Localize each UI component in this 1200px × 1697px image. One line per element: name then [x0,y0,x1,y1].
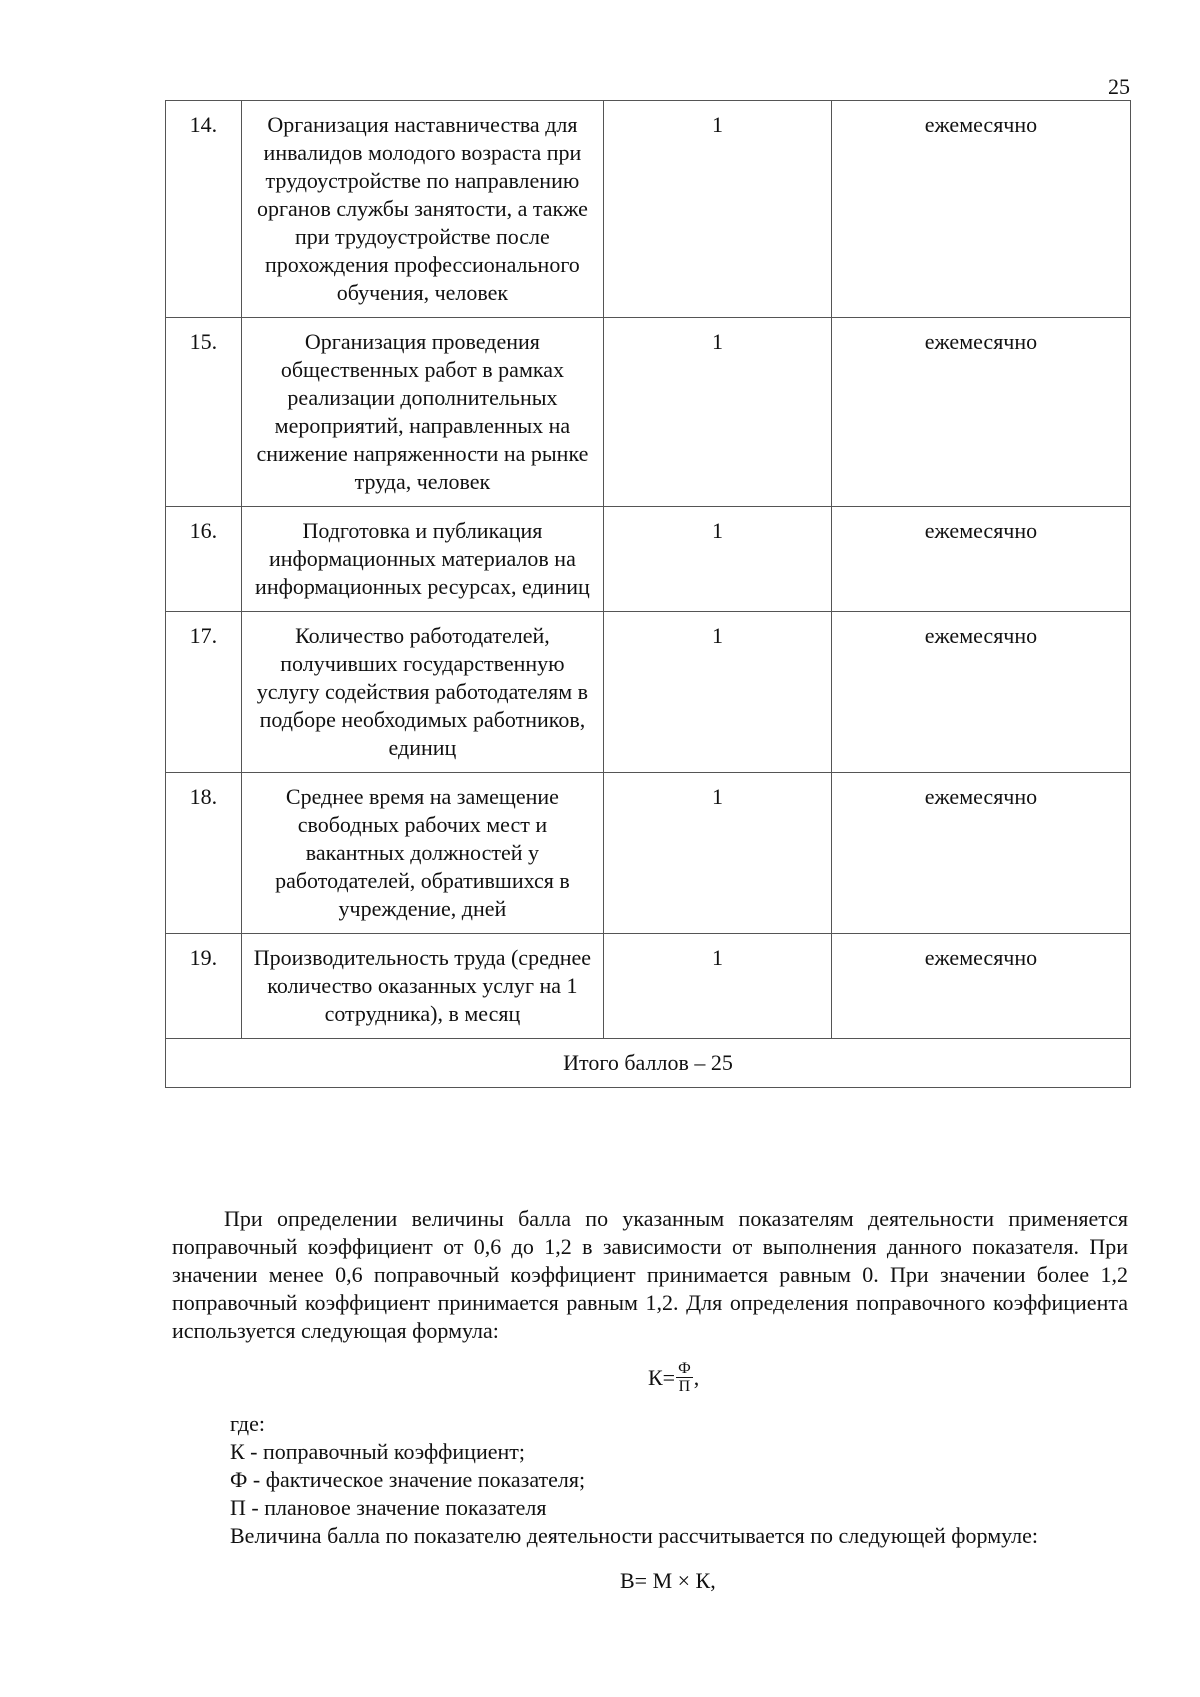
row-number: 14. [166,101,242,318]
row-number: 15. [166,318,242,507]
table-row [166,934,1131,1039]
formula-legend [230,1410,1038,1550]
points-cell: 1 [604,507,832,612]
period-cell: ежемесячно [831,773,1130,934]
legend-line: Величина балла по показателю деятельности рассчитывается по следующей формуле: [230,1523,1039,1548]
score-formula: В= М × К, [620,1568,716,1593]
indicator-name: Среднее время на замещение свободных рабочих мест и вакантных должностей у работодателей, обратившихся в учреждение, дней [241,773,603,934]
legend-line: К - поправочный коэффициент; [230,1439,525,1464]
indicator-name: Подготовка и публикация информационных материалов на информационных ресурсах, единиц [241,507,603,612]
table-row [166,101,1131,318]
formula-lhs: К= [648,1364,676,1390]
explanation-paragraph: При определении величины балла по указанным показателям деятельности применяется поправочный коэффициент от 0,6 до 1,2 в зависимости от выполнения данного показателя. При значении менее 0,6 поправочный коэффициент принимается равным 0. При значении более 1,2 поправочный коэффициент принимается равным 1,2. Для определения поправочного коэффициента используется следующая формула: [172,1206,1128,1343]
table-row [166,507,1131,612]
indicator-name: Организация проведения общественных работ в рамках реализации дополнительных мероприятий, направленных на снижение напряженности на рынке труда, человек [241,318,603,507]
total-row [166,1039,1131,1088]
table-row [166,612,1131,773]
formula-fraction [676,1360,693,1395]
indicator-name: Производительность труда (среднее количество оказанных услуг на 1 сотрудника), в месяц [241,934,603,1039]
formula-denominator: П [678,1378,691,1395]
legend-line: где: [230,1411,265,1436]
legend-line: Ф - фактическое значение показателя; [230,1467,586,1492]
table-body [166,101,1131,1039]
points-cell: 1 [604,612,832,773]
indicator-name: Количество работодателей, получивших государственную услугу содействия работодателям в подборе необходимых работников, единиц [241,612,603,773]
row-number: 16. [166,507,242,612]
table-row [166,773,1131,934]
period-cell: ежемесячно [831,101,1130,318]
row-number: 19. [166,934,242,1039]
period-cell: ежемесячно [831,318,1130,507]
total-cell: Итого баллов – 25 [166,1039,1131,1088]
page-number: 25 [1108,74,1130,99]
formula-tail: , [693,1364,700,1390]
table-row [166,318,1131,507]
legend-line: П - плановое значение показателя [230,1495,547,1520]
formula-numerator: Ф [678,1360,691,1377]
points-cell: 1 [604,318,832,507]
period-cell: ежемесячно [831,612,1130,773]
indicators-table [165,100,1131,1088]
points-cell: 1 [604,773,832,934]
points-cell: 1 [604,934,832,1039]
correction-formula [648,1360,699,1395]
indicator-name: Организация наставничества для инвалидов молодого возраста при трудоустройстве по направлению органов службы занятости, а также при трудоустройстве после прохождения профессионального обучения, человек [241,101,603,318]
period-cell: ежемесячно [831,507,1130,612]
row-number: 17. [166,612,242,773]
row-number: 18. [166,773,242,934]
explanation-block [172,1205,1128,1345]
period-cell: ежемесячно [831,934,1130,1039]
points-cell: 1 [604,101,832,318]
